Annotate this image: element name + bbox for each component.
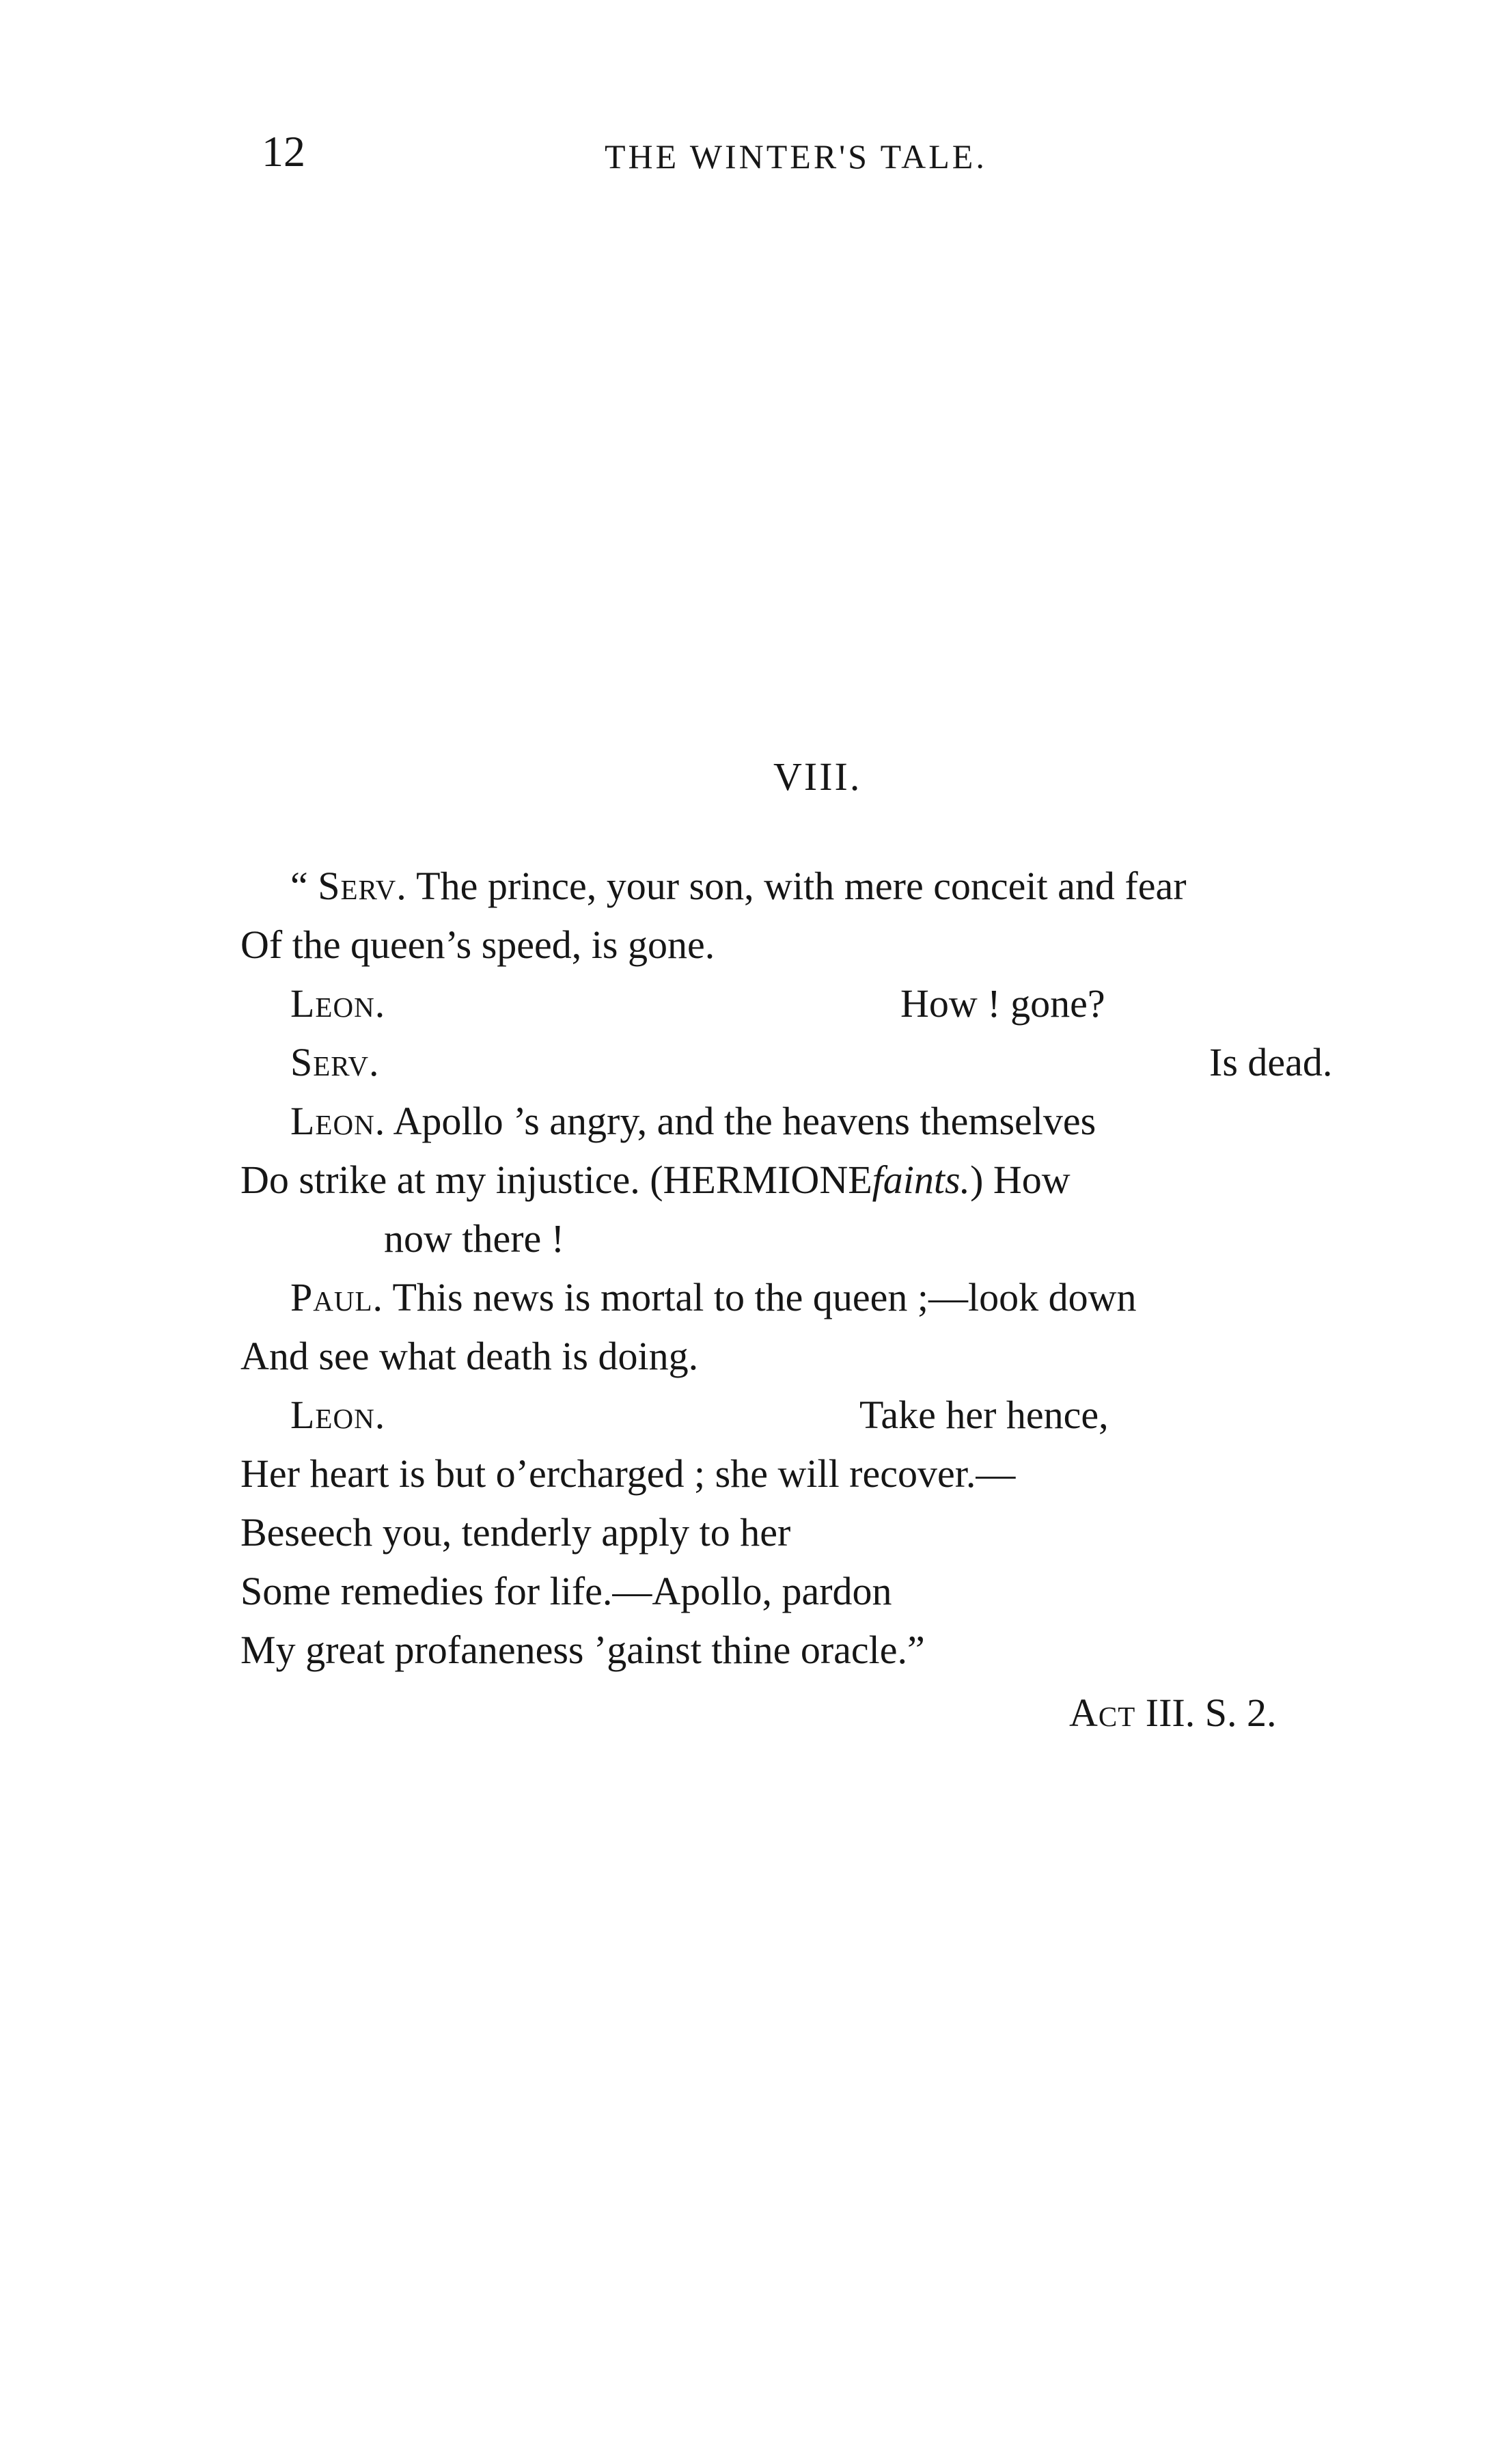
citation-rest: III. S. 2. (1135, 1690, 1277, 1735)
verse-line-1 (290, 866, 1187, 906)
speaker-name: Leon. (290, 981, 386, 1026)
speech-text-indented: Is dead. (1209, 1040, 1333, 1084)
speaker-name: Serv. (290, 1040, 380, 1084)
verse-line-11 (240, 1451, 1016, 1496)
citation-act: Act (1069, 1690, 1136, 1735)
verse-line-5 (290, 1101, 1096, 1141)
verse-line-12 (240, 1510, 791, 1555)
stage-direction: faints. (872, 1158, 971, 1202)
speech-text: ) How (970, 1158, 1071, 1202)
speech-text: My great profaneness ’gainst thine oracle.” (240, 1628, 925, 1672)
verse-line-13 (240, 1569, 892, 1613)
speech-text: The prince, your son, with mere conceit and fear (406, 864, 1187, 908)
verse-line-9 (240, 1334, 699, 1378)
verse-line-7 (384, 1216, 565, 1261)
act-scene-citation (1069, 1690, 1277, 1735)
page-number: 12 (262, 127, 305, 176)
speech-text: Beseech you, tenderly apply to her (240, 1510, 791, 1555)
speech-text: This news is mortal to the queen ;—look down (383, 1275, 1137, 1319)
speech-text: And see what death is doing. (240, 1334, 699, 1378)
verse-line-10 (290, 1395, 385, 1435)
speech-text-indented: How ! gone? (900, 981, 1105, 1026)
speech-text: Some remedies for life.—Apollo, pardon (240, 1569, 892, 1613)
speaker-name: Serv. (318, 864, 407, 908)
opening-quote: “ (290, 864, 318, 908)
speech-text: Of the queen’s speed, is gone. (240, 922, 715, 967)
speaker-name: Paul. (290, 1275, 384, 1319)
verse-line-14 (240, 1630, 925, 1670)
verse-line-4 (290, 1040, 380, 1084)
section-number: VIII. (773, 754, 862, 799)
speaker-name: Leon. (290, 1099, 386, 1143)
verse-line-3 (290, 981, 386, 1026)
verse-line-2 (240, 922, 715, 967)
verse-line-8 (290, 1275, 1137, 1319)
verse-line-6 (240, 1160, 1071, 1200)
speech-text-indented: Take her hence, (859, 1393, 1109, 1437)
speech-text: Her heart is but o’ercharged ; she will recover.— (240, 1451, 1016, 1496)
running-title: THE WINTER'S TALE. (605, 137, 987, 176)
speaker-name: Leon. (290, 1393, 386, 1437)
speech-text: Do strike at my injustice. (HERMIONE (240, 1158, 872, 1202)
speech-text: now there ! (384, 1216, 565, 1261)
speech-text: Apollo ’s angry, and the heavens themselves (385, 1099, 1096, 1143)
